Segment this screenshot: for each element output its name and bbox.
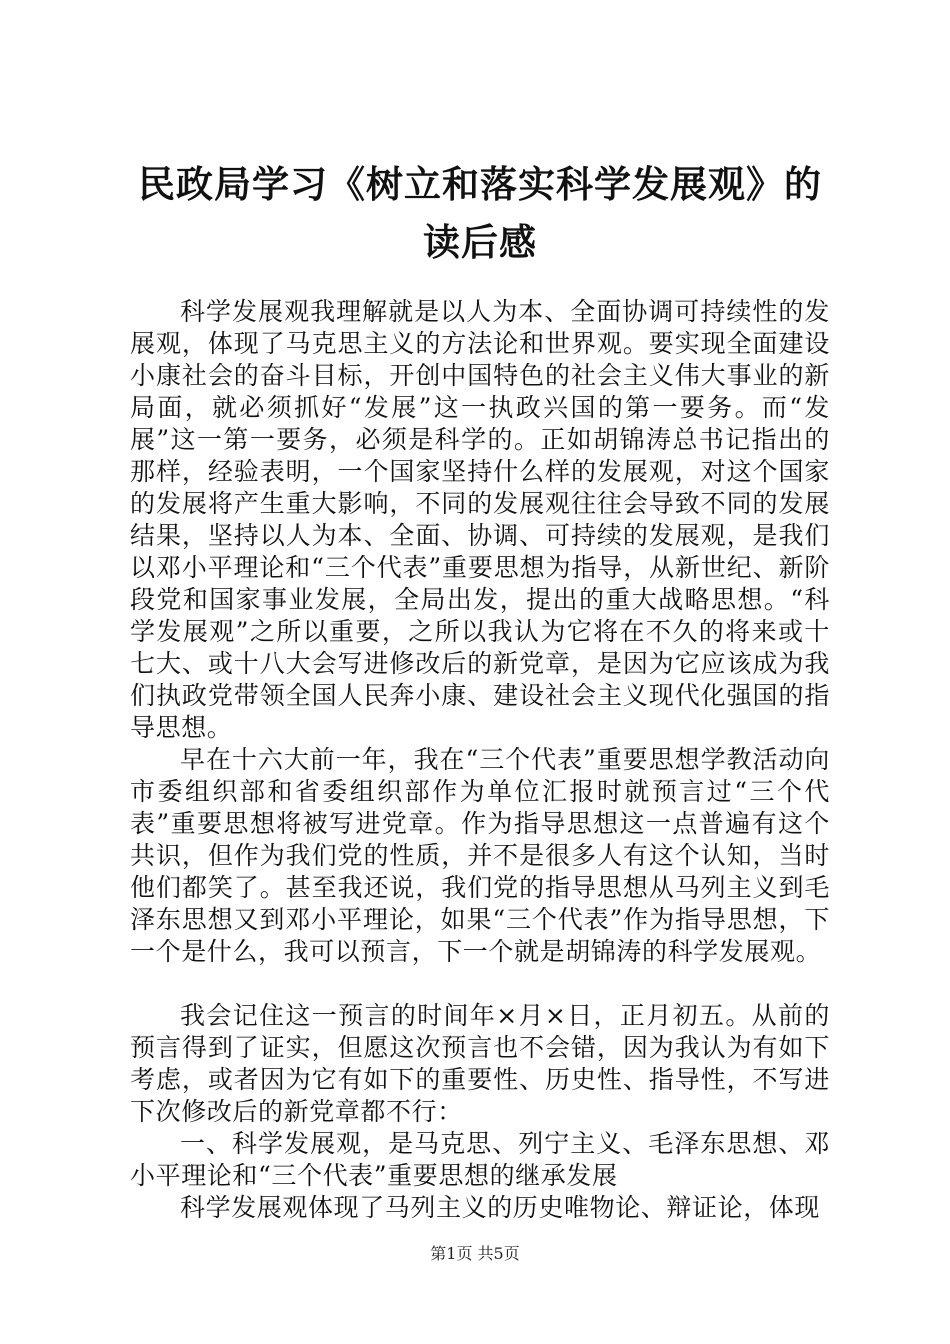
document-body <box>130 296 830 1224</box>
paragraph-3: 我会记住这一预言的时间年×月×日，正月初五。从前的预言得到了证实，但愿这次预言也不会错，因为我认为有如下考虑，或者因为它有如下的重要性、历史性、指导性，不写进下次修改后的新党章都不行： <box>130 1001 830 1126</box>
paragraph-1: 科学发展观我理解就是以人为本、全面协调可持续性的发展观，体现了马克思主义的方法论和世界观。要实现全面建设小康社会的奋斗目标，开创中国特色的社会主义伟大事业的新局面，就必须抓好“发展”这一执政兴国的第一要务。而“发展”这一第一要务，必须是科学的。正如胡锦涛总书记指出的那样，经验表明，一个国家坚持什么样的发展观，对这个国家的发展将产生重大影响，不同的发展观往往会导致不同的发展结果，坚持以人为本、全面、协调、可持续的发展观，是我们以邓小平理论和“三个代表”重要思想为指导，从新世纪、新阶段党和国家事业发展，全局出发，提出的重大战略思想。“科学发展观”之所以重要，之所以我认为它将在不久的将来或十七大、或十八大会写进修改后的新党章，是因为它应该成为我们执政党带领全国人民奔小康、建设社会主义现代化强国的指导思想。 <box>130 297 830 742</box>
paragraph-5: 科学发展观体现了马列主义的历史唯物论、辩证论，体现 <box>180 1193 821 1222</box>
document-title: 民政局学习《树立和落实科学发展观》的读后感 <box>138 162 822 264</box>
page-footer: 第1页 共5页 <box>430 1244 520 1263</box>
paragraph-2: 早在十六大前一年，我在“三个代表”重要思想学教活动向市委组织部和省委组织部作为单位汇报时就预言过“三个代表”重要思想将被写进党章。作为指导思想这一点普遍有这个共识，但作为我们党的性质，并不是很多人有这个认知，当时他们都笑了。甚至我还说，我们党的指导思想从马列主义到毛泽东思想又到邓小平理论，如果“三个代表”作为指导思想，下一个是什么，我可以预言，下一个就是胡锦涛的科学发展观。 <box>130 745 830 966</box>
paragraph-4: 一、科学发展观，是马克思、列宁主义、毛泽东思想、邓小平理论和“三个代表”重要思想的继承发展 <box>130 1129 830 1190</box>
paragraph-spacer <box>130 968 830 1000</box>
